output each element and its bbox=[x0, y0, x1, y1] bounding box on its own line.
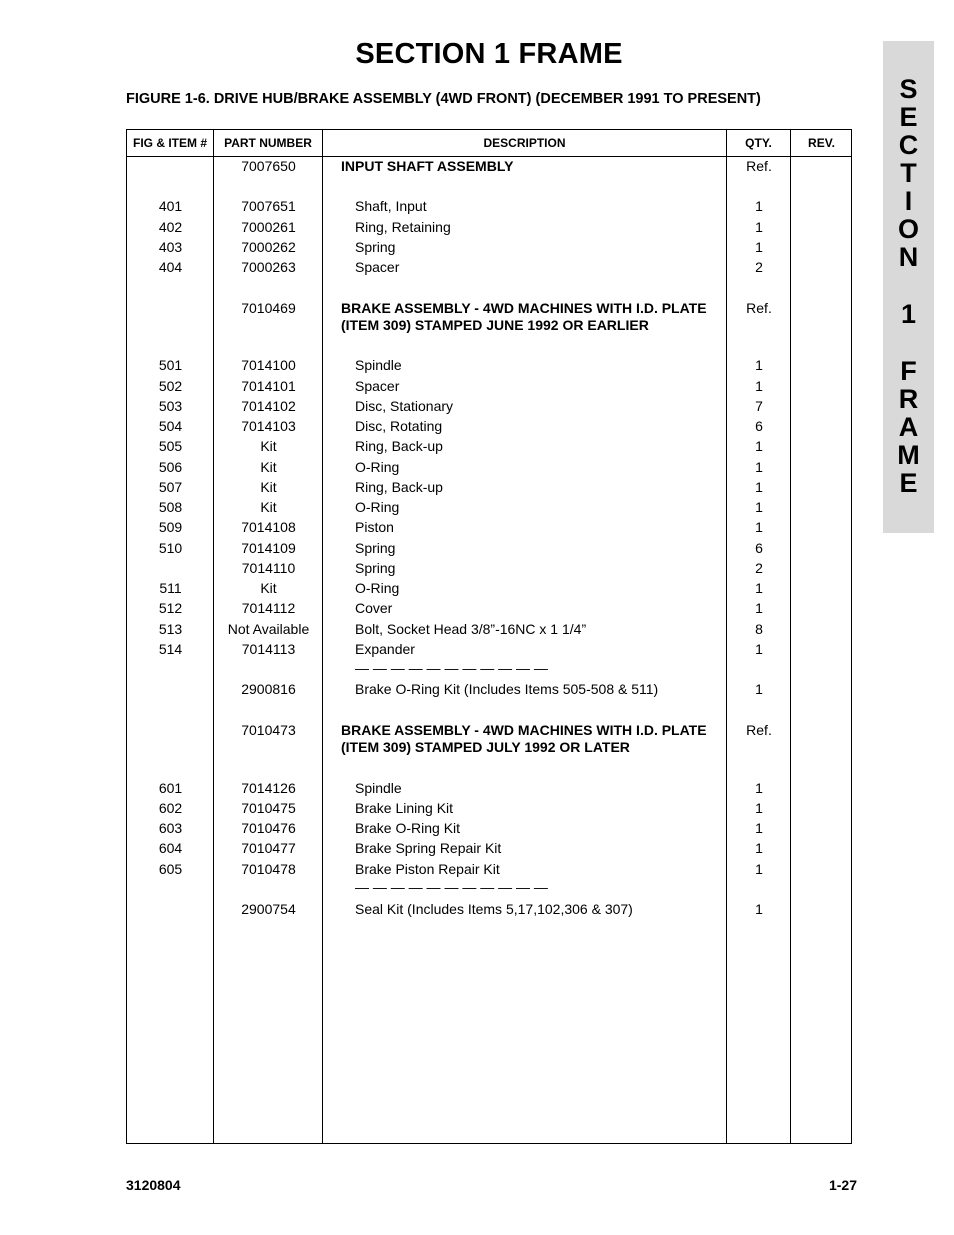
row-item-number: 504 bbox=[158, 418, 183, 434]
row-quantity: 1 bbox=[755, 438, 763, 454]
header-part-number: PART NUMBER bbox=[224, 136, 312, 150]
row-quantity: Ref. bbox=[746, 722, 772, 738]
row-item-number: 604 bbox=[158, 840, 183, 856]
footer-doc-number: 3120804 bbox=[126, 1177, 181, 1193]
row-description: O-Ring bbox=[355, 499, 400, 515]
row-item-number: 501 bbox=[158, 357, 183, 373]
row-description: Spindle bbox=[355, 780, 402, 796]
section-side-tab bbox=[883, 41, 934, 533]
row-quantity: 1 bbox=[755, 800, 763, 816]
row-item-number: 511 bbox=[159, 580, 182, 596]
row-description: Ring, Back-up bbox=[355, 479, 443, 495]
row-description: O-Ring bbox=[355, 459, 400, 475]
row-description: BRAKE ASSEMBLY - 4WD MACHINES WITH I.D. PLATE bbox=[341, 300, 707, 316]
row-quantity: 1 bbox=[755, 580, 763, 596]
row-part-number: 2900816 bbox=[241, 681, 296, 697]
row-item-number: 507 bbox=[158, 479, 183, 495]
side-tab-letter: T bbox=[900, 158, 917, 188]
row-quantity: 1 bbox=[755, 780, 763, 796]
row-description: Disc, Rotating bbox=[355, 418, 443, 434]
side-tab-letter: S bbox=[899, 74, 918, 104]
header-item: FIG & ITEM # bbox=[132, 136, 207, 150]
row-part-number: 7014113 bbox=[241, 641, 296, 657]
row-item-number: 603 bbox=[158, 820, 183, 836]
row-quantity: 1 bbox=[755, 901, 763, 917]
side-tab-letter: E bbox=[899, 102, 918, 132]
row-part-number: 7010477 bbox=[241, 840, 296, 856]
row-quantity: 1 bbox=[755, 641, 763, 657]
side-tab-letter: F bbox=[900, 356, 917, 386]
row-quantity: 8 bbox=[755, 621, 763, 637]
row-part-number: 7014109 bbox=[241, 540, 296, 556]
row-part-number: Kit bbox=[260, 499, 277, 515]
side-tab-letter: 1 bbox=[900, 299, 917, 329]
row-part-number: 2900754 bbox=[241, 901, 296, 917]
row-item-number: 514 bbox=[158, 641, 183, 657]
row-part-number: 7010469 bbox=[241, 300, 296, 316]
row-part-number: 7010475 bbox=[241, 800, 296, 816]
row-part-number: 7014108 bbox=[241, 519, 296, 535]
row-quantity: 1 bbox=[755, 378, 763, 394]
header-description: DESCRIPTION bbox=[483, 136, 566, 150]
row-quantity: 7 bbox=[755, 398, 763, 414]
row-item-number: 404 bbox=[158, 259, 183, 275]
row-part-number: 7014126 bbox=[241, 780, 296, 796]
row-description: Expander bbox=[355, 641, 415, 657]
side-tab-letter: E bbox=[899, 468, 918, 498]
row-part-number: 7007650 bbox=[241, 158, 296, 174]
row-description: Brake O-Ring Kit (Includes Items 505-508 & 511) bbox=[355, 681, 659, 697]
row-item-number: 508 bbox=[158, 499, 183, 515]
footer-page-number: 1-27 bbox=[828, 1177, 857, 1193]
row-quantity: Ref. bbox=[746, 300, 772, 316]
row-description: Brake Lining Kit bbox=[355, 800, 454, 816]
row-quantity: 1 bbox=[755, 600, 763, 616]
row-description: Brake O-Ring Kit bbox=[355, 820, 461, 836]
row-description: Spacer bbox=[355, 259, 400, 275]
row-part-number: Kit bbox=[260, 580, 277, 596]
side-tab-letter: O bbox=[897, 214, 919, 244]
row-quantity: 2 bbox=[755, 560, 763, 576]
row-description-line2: (ITEM 309) STAMPED JUNE 1992 OR EARLIER bbox=[341, 317, 649, 333]
row-description: Spring bbox=[355, 560, 396, 576]
row-description: Ring, Back-up bbox=[355, 438, 443, 454]
side-tab-letter: C bbox=[898, 130, 919, 160]
row-item-number: 509 bbox=[158, 519, 183, 535]
row-quantity: 1 bbox=[755, 357, 763, 373]
row-description: Spindle bbox=[355, 357, 402, 373]
row-description: Disc, Stationary bbox=[355, 398, 454, 414]
row-part-number: 7014101 bbox=[241, 378, 296, 394]
row-description: Cover bbox=[355, 600, 393, 616]
row-part-number: 7007651 bbox=[241, 198, 296, 214]
row-description: — — — — — — — — — — — bbox=[355, 879, 548, 895]
row-part-number: 7014112 bbox=[241, 600, 296, 616]
row-part-number: 7000261 bbox=[241, 219, 296, 235]
row-item-number: 510 bbox=[158, 540, 183, 556]
row-quantity: 1 bbox=[755, 820, 763, 836]
row-part-number: 7014100 bbox=[241, 357, 296, 373]
row-quantity: 1 bbox=[755, 861, 763, 877]
row-quantity: 6 bbox=[755, 540, 763, 556]
row-description: Seal Kit (Includes Items 5,17,102,306 & 307) bbox=[355, 901, 633, 917]
row-item-number: 403 bbox=[158, 239, 183, 255]
row-quantity: Ref. bbox=[746, 158, 772, 174]
row-description: Brake Piston Repair Kit bbox=[355, 861, 500, 877]
row-part-number: 7010473 bbox=[241, 722, 296, 738]
row-quantity: 1 bbox=[755, 519, 763, 535]
row-item-number: 602 bbox=[158, 800, 183, 816]
row-part-number: Not Available bbox=[227, 621, 310, 637]
header-qty: QTY. bbox=[745, 136, 772, 150]
parts-table bbox=[126, 129, 852, 1144]
row-part-number: Kit bbox=[260, 459, 277, 475]
row-part-number: Kit bbox=[260, 479, 277, 495]
side-tab-letter: R bbox=[898, 384, 919, 414]
row-part-number: 7010478 bbox=[241, 861, 296, 877]
row-part-number: 7014110 bbox=[241, 560, 296, 576]
row-description: Spring bbox=[355, 540, 396, 556]
side-tab-letter: A bbox=[898, 412, 919, 442]
row-item-number: 502 bbox=[158, 378, 183, 394]
row-part-number: 7000262 bbox=[241, 239, 296, 255]
row-quantity: 2 bbox=[755, 259, 763, 275]
row-quantity: 1 bbox=[755, 479, 763, 495]
row-item-number: 513 bbox=[158, 621, 183, 637]
row-description: — — — — — — — — — — — bbox=[355, 660, 548, 676]
header-rev: REV. bbox=[808, 136, 835, 150]
side-tab-letter: N bbox=[898, 242, 919, 272]
row-quantity: 1 bbox=[755, 840, 763, 856]
row-description: Bolt, Socket Head 3/8”-16NC x 1 1/4” bbox=[355, 621, 587, 637]
row-quantity: 1 bbox=[755, 239, 763, 255]
row-description: Shaft, Input bbox=[355, 198, 427, 214]
row-description: Brake Spring Repair Kit bbox=[355, 840, 502, 856]
row-item-number: 503 bbox=[158, 398, 183, 414]
row-item-number: 505 bbox=[158, 438, 183, 454]
row-part-number: Kit bbox=[260, 438, 277, 454]
row-description: Piston bbox=[355, 519, 394, 535]
row-description: INPUT SHAFT ASSEMBLY bbox=[341, 158, 514, 174]
row-description: O-Ring bbox=[355, 580, 400, 596]
row-quantity: 1 bbox=[755, 681, 763, 697]
side-tab-letter: I bbox=[904, 186, 913, 216]
row-item-number: 401 bbox=[158, 198, 183, 214]
row-part-number: 7010476 bbox=[241, 820, 296, 836]
row-quantity: 1 bbox=[755, 198, 763, 214]
row-part-number: 7014102 bbox=[241, 398, 296, 414]
row-description-line2: (ITEM 309) STAMPED JULY 1992 OR LATER bbox=[341, 739, 630, 755]
row-item-number: 402 bbox=[158, 219, 183, 235]
side-tab-letter: M bbox=[897, 440, 920, 470]
row-item-number: 601 bbox=[158, 780, 183, 796]
row-description: BRAKE ASSEMBLY - 4WD MACHINES WITH I.D. PLATE bbox=[341, 722, 707, 738]
row-item-number: 605 bbox=[158, 861, 183, 877]
row-quantity: 1 bbox=[755, 499, 763, 515]
row-description: Ring, Retaining bbox=[355, 219, 451, 235]
row-part-number: 7014103 bbox=[241, 418, 296, 434]
row-quantity: 1 bbox=[755, 219, 763, 235]
row-description: Spring bbox=[355, 239, 396, 255]
section-title: SECTION 1 FRAME bbox=[355, 38, 623, 70]
row-quantity: 1 bbox=[755, 459, 763, 475]
row-quantity: 6 bbox=[755, 418, 763, 434]
row-part-number: 7000263 bbox=[241, 259, 296, 275]
row-item-number: 512 bbox=[158, 600, 183, 616]
figure-title: FIGURE 1-6. DRIVE HUB/BRAKE ASSEMBLY (4WD FRONT) (DECEMBER 1991 TO PRESENT) bbox=[126, 91, 761, 107]
row-description: Spacer bbox=[355, 378, 400, 394]
row-item-number: 506 bbox=[158, 459, 183, 475]
